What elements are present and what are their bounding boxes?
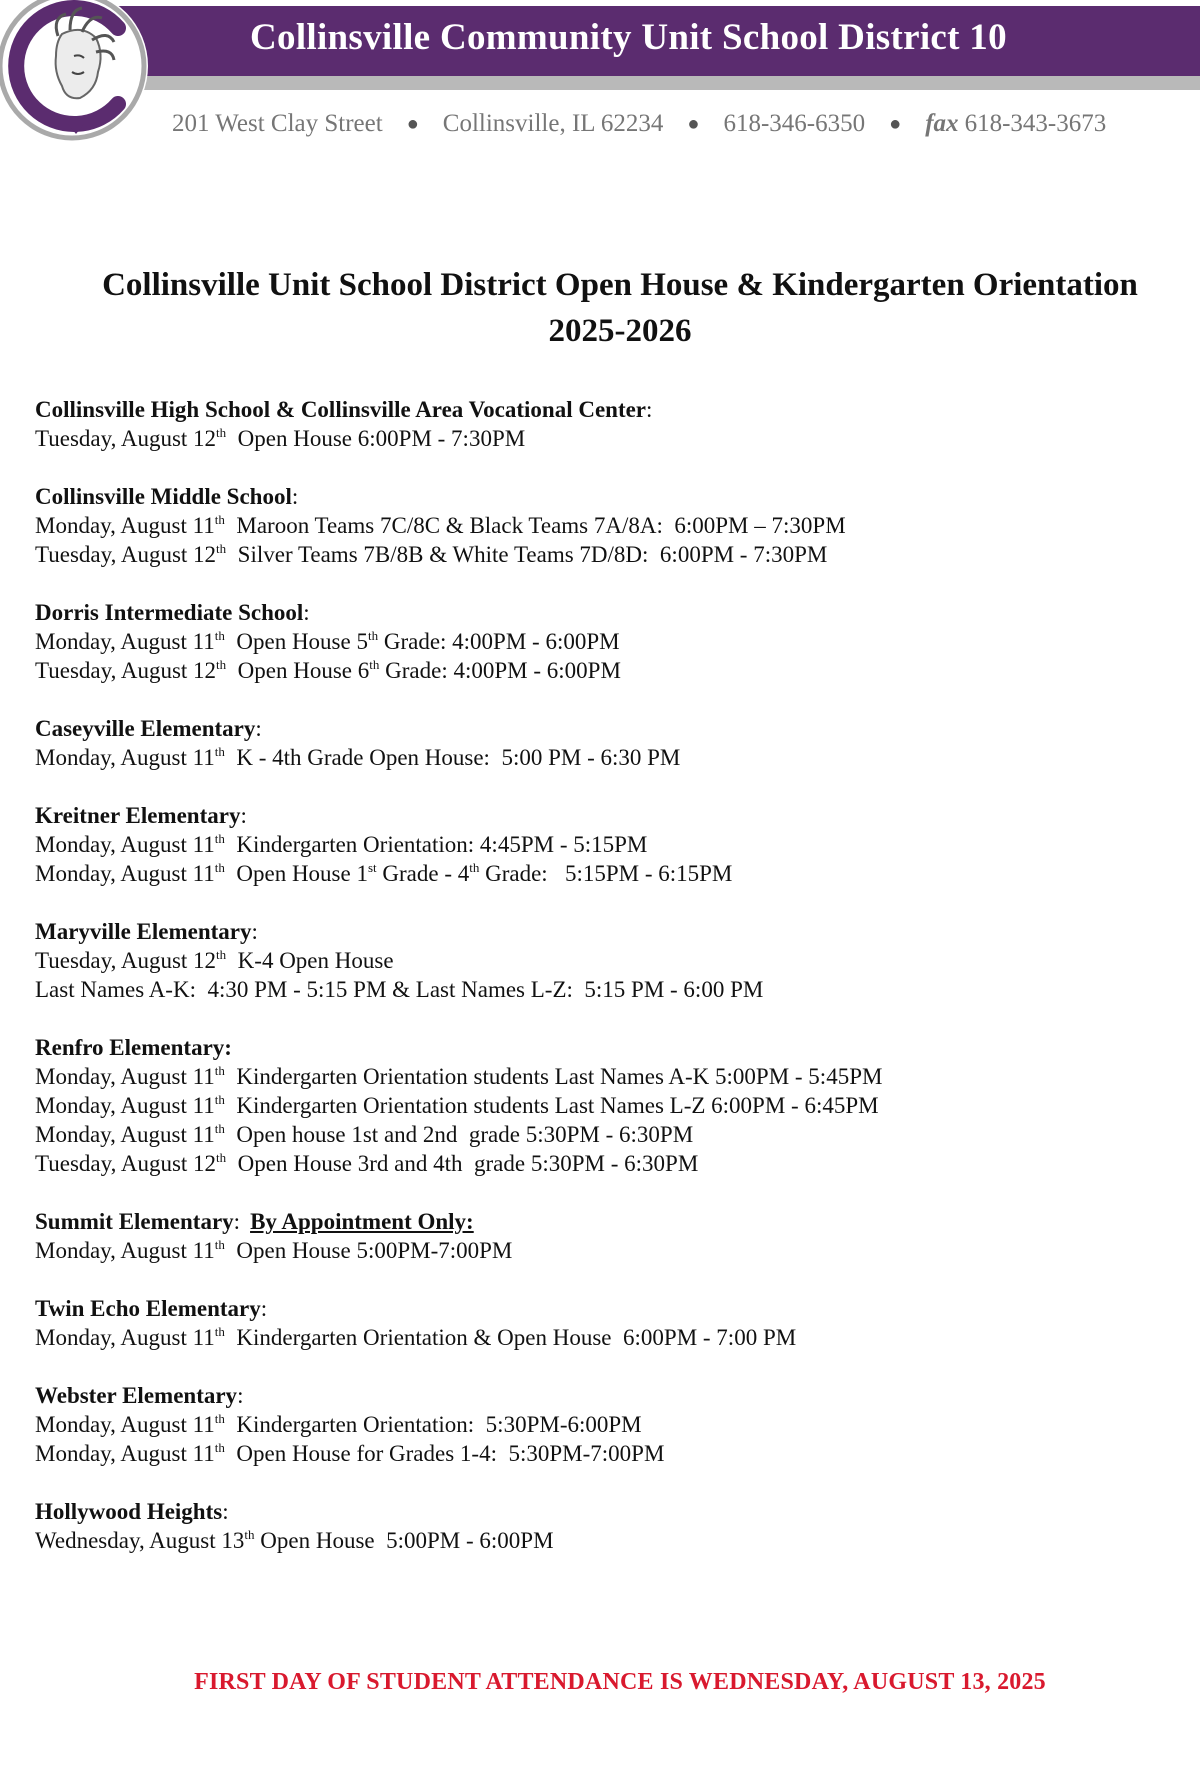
ordinal-suffix: th bbox=[216, 947, 227, 962]
ordinal-suffix: st bbox=[367, 860, 377, 875]
street-address: 201 West Clay Street bbox=[172, 110, 383, 137]
phone-number: 618-346-6350 bbox=[723, 110, 866, 137]
event-detail: Silver Teams 7B/8B & White Teams 7D/8D: 6:00PM - 7:30PM bbox=[226, 542, 828, 567]
ordinal-suffix: th bbox=[214, 831, 225, 846]
schedule-line bbox=[35, 743, 1175, 772]
school-section bbox=[35, 714, 1175, 772]
event-date: Monday, August 11 bbox=[35, 745, 215, 770]
schedule-line bbox=[35, 656, 1175, 685]
school-section bbox=[35, 1207, 1175, 1265]
schedule-line bbox=[35, 627, 1175, 656]
ordinal-suffix: th bbox=[214, 1324, 225, 1339]
school-section bbox=[35, 1497, 1175, 1555]
event-detail: Grade: 4:00PM - 6:00PM bbox=[379, 658, 621, 683]
ordinal-suffix: th bbox=[216, 425, 227, 440]
school-section bbox=[35, 482, 1175, 569]
event-detail: Open House 1 bbox=[224, 861, 368, 886]
ordinal-suffix: th bbox=[216, 541, 227, 556]
event-detail: Open House 3rd and 4th grade 5:30PM - 6:30PM bbox=[226, 1151, 699, 1176]
school-heading bbox=[35, 917, 1175, 946]
event-detail: Open House for Grades 1-4: 5:30PM-7:00PM bbox=[224, 1441, 665, 1466]
school-name: Hollywood Heights bbox=[35, 1499, 223, 1524]
schedule-line bbox=[35, 540, 1175, 569]
school-heading bbox=[35, 395, 1175, 424]
school-section bbox=[35, 1033, 1175, 1120]
contact-line bbox=[172, 104, 1106, 144]
school-colon: : bbox=[260, 1296, 268, 1321]
event-date: Wednesday, August 13 bbox=[35, 1528, 245, 1553]
school-heading bbox=[35, 801, 1175, 830]
event-date: Tuesday, August 12 bbox=[35, 1151, 217, 1176]
city-state-zip: Collinsville, IL 62234 bbox=[442, 110, 664, 137]
school-colon: : bbox=[240, 803, 247, 828]
school-name: Caseyville Elementary bbox=[35, 716, 256, 741]
school-colon: : bbox=[646, 397, 653, 422]
event-date: Tuesday, August 12 bbox=[35, 542, 217, 567]
schedule-line bbox=[35, 1323, 1175, 1352]
school-section bbox=[35, 801, 1175, 888]
ordinal-suffix: th bbox=[367, 628, 379, 643]
school-name: Collinsville High School & Collinsville Area Vocational Center bbox=[35, 397, 647, 422]
letterhead bbox=[0, 0, 1200, 150]
school-name: Kreitner Elementary bbox=[35, 803, 241, 828]
event-date: Monday, August 11 bbox=[35, 1238, 215, 1263]
school-name: Webster Elementary bbox=[35, 1383, 238, 1408]
schedule-line bbox=[35, 424, 1175, 453]
schedule-line bbox=[35, 1439, 1175, 1468]
schedule-line bbox=[35, 1236, 1175, 1265]
event-detail: Kindergarten Orientation students Last Names A-K 5:00PM - 5:45PM bbox=[224, 1064, 883, 1089]
event-detail: Grade - 4 bbox=[376, 861, 470, 886]
event-detail: Kindergarten Orientation & Open House 6:00PM - 7:00 PM bbox=[224, 1325, 797, 1350]
event-detail: Open House 5:00PM-7:00PM bbox=[224, 1238, 513, 1263]
separator-dot: ● bbox=[889, 112, 902, 135]
event-date: Monday, August 11 bbox=[35, 629, 215, 654]
ordinal-suffix: th bbox=[214, 1411, 225, 1426]
event-detail: Kindergarten Orientation students Last Names L-Z 6:00PM - 6:45PM bbox=[224, 1093, 879, 1118]
school-colon: : bbox=[237, 1383, 244, 1408]
ordinal-suffix: th bbox=[216, 657, 227, 672]
school-heading bbox=[35, 1381, 1175, 1410]
schedule-line bbox=[35, 1526, 1175, 1555]
schedule-line bbox=[35, 1120, 1175, 1149]
school-section bbox=[35, 395, 1175, 453]
school-heading bbox=[35, 1294, 1175, 1323]
school-heading bbox=[35, 714, 1175, 743]
event-detail: K-4 Open House bbox=[226, 948, 394, 973]
event-detail: Open House 6 bbox=[226, 658, 370, 683]
school-heading bbox=[35, 1497, 1175, 1526]
ordinal-suffix: th bbox=[214, 1440, 225, 1455]
school-name: Renfro Elementary: bbox=[35, 1035, 232, 1060]
school-name: Dorris Intermediate School bbox=[35, 600, 304, 625]
event-date: Monday, August 11 bbox=[35, 1441, 215, 1466]
event-detail: Open House 6:00PM - 7:30PM bbox=[226, 426, 526, 451]
event-date: Monday, August 11 bbox=[35, 1093, 215, 1118]
event-detail: Open House 5 bbox=[224, 629, 368, 654]
schedule-line bbox=[35, 975, 1175, 1004]
schedule-line bbox=[35, 1149, 1175, 1178]
first-day-notice: FIRST DAY OF STUDENT ATTENDANCE IS WEDNESDAY, AUGUST 13, 2025 bbox=[194, 1669, 1046, 1695]
ordinal-suffix: th bbox=[369, 657, 380, 672]
school-heading bbox=[35, 598, 1175, 627]
separator-dot: ● bbox=[687, 112, 700, 135]
event-detail: K - 4th Grade Open House: 5:00 PM - 6:30 PM bbox=[224, 745, 681, 770]
event-detail: Kindergarten Orientation: 5:30PM-6:00PM bbox=[224, 1412, 642, 1437]
school-section bbox=[35, 1381, 1175, 1468]
schedule-line bbox=[35, 1410, 1175, 1439]
school-name: Collinsville Middle School bbox=[35, 484, 292, 509]
school-heading bbox=[35, 1033, 1175, 1062]
ordinal-suffix: th bbox=[244, 1527, 255, 1542]
school-heading bbox=[35, 1207, 1175, 1236]
school-section bbox=[35, 1294, 1175, 1352]
school-colon: : bbox=[233, 1209, 241, 1234]
title-line-1: Collinsville Unit School District Open House & Kindergarten Orientation bbox=[102, 267, 1138, 303]
event-date: Monday, August 11 bbox=[35, 513, 215, 538]
event-date: Tuesday, August 12 bbox=[35, 658, 217, 683]
title-year: 2025-2026 bbox=[548, 313, 692, 349]
event-date: Monday, August 11 bbox=[35, 1064, 215, 1089]
ordinal-suffix: th bbox=[214, 1092, 225, 1107]
fax-number: 618-343-3673 bbox=[964, 110, 1107, 137]
school-heading bbox=[35, 482, 1175, 511]
school-colon: : bbox=[303, 600, 310, 625]
event-date: Tuesday, August 12 bbox=[35, 426, 217, 451]
schedule-list bbox=[35, 395, 1175, 1584]
ordinal-suffix: th bbox=[214, 744, 225, 759]
school-section bbox=[35, 917, 1175, 1004]
ordinal-suffix: th bbox=[216, 1150, 227, 1165]
district-name: Collinsville Community Unit School District 10 bbox=[250, 17, 1007, 58]
page-title bbox=[0, 262, 1200, 354]
event-detail: Grade: 4:00PM - 6:00PM bbox=[378, 629, 620, 654]
ordinal-suffix: th bbox=[214, 628, 225, 643]
ordinal-suffix: th bbox=[469, 860, 480, 875]
separator-dot: ● bbox=[406, 112, 419, 135]
school-section bbox=[35, 1120, 1175, 1178]
schedule-line bbox=[35, 1091, 1175, 1120]
ordinal-suffix: th bbox=[214, 512, 225, 527]
schedule-line bbox=[35, 511, 1175, 540]
schedule-line bbox=[35, 946, 1175, 975]
event-date: Monday, August 11 bbox=[35, 1412, 215, 1437]
event-detail: Maroon Teams 7C/8C & Black Teams 7A/8A: 6:00PM – 7:30PM bbox=[224, 513, 846, 538]
event-date: Monday, August 11 bbox=[35, 861, 215, 886]
school-colon: : bbox=[255, 716, 262, 741]
header-rule bbox=[110, 76, 1200, 90]
schedule-line bbox=[35, 830, 1175, 859]
event-date: Monday, August 11 bbox=[35, 832, 215, 857]
school-section bbox=[35, 598, 1175, 685]
district-logo bbox=[0, 0, 152, 146]
event-detail: Open house 1st and 2nd grade 5:30PM - 6:30PM bbox=[224, 1122, 694, 1147]
appointment-note: By Appointment Only: bbox=[250, 1209, 474, 1234]
school-colon: : bbox=[222, 1499, 229, 1524]
school-name: Twin Echo Elementary bbox=[35, 1296, 261, 1321]
event-date: Monday, August 11 bbox=[35, 1122, 215, 1147]
ordinal-suffix: th bbox=[214, 1063, 225, 1078]
school-colon: : bbox=[291, 484, 299, 509]
school-colon: : bbox=[251, 919, 258, 944]
ordinal-suffix: th bbox=[214, 1237, 225, 1252]
schedule-line bbox=[35, 1062, 1175, 1091]
event-date: Last Names A-K: 4:30 PM - 5:15 PM & Last Names L-Z: 5:15 PM - 6:00 PM bbox=[35, 977, 764, 1002]
event-detail: Kindergarten Orientation: 4:45PM - 5:15PM bbox=[224, 832, 648, 857]
ordinal-suffix: th bbox=[214, 1121, 225, 1136]
school-name: Summit Elementary bbox=[35, 1209, 234, 1234]
event-detail: Grade: 5:15PM - 6:15PM bbox=[479, 861, 733, 886]
event-date: Monday, August 11 bbox=[35, 1325, 215, 1350]
schedule-line bbox=[35, 859, 1175, 888]
event-date: Tuesday, August 12 bbox=[35, 948, 217, 973]
school-name: Maryville Elementary bbox=[35, 919, 252, 944]
event-detail: Open House 5:00PM - 6:00PM bbox=[254, 1528, 554, 1553]
fax-label: fax bbox=[925, 110, 959, 137]
ordinal-suffix: th bbox=[214, 860, 225, 875]
